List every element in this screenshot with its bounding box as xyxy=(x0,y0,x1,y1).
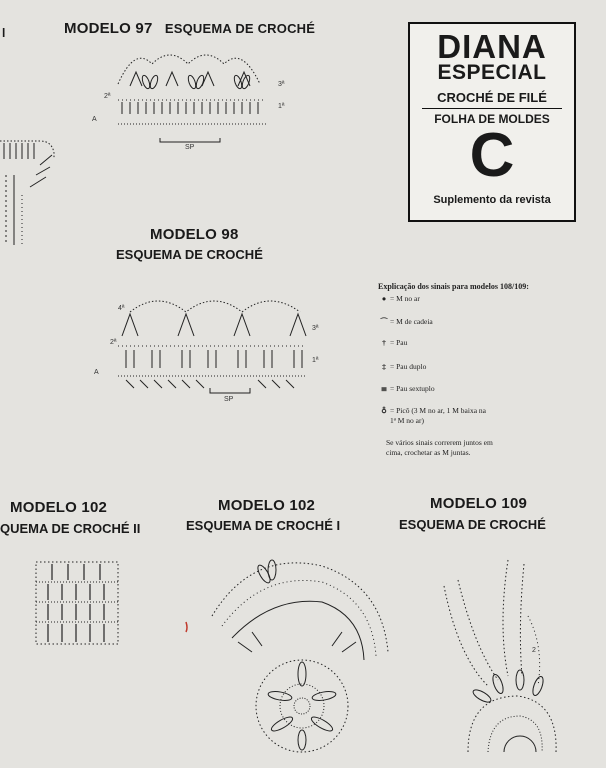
brand-box xyxy=(408,22,576,222)
modelo-102-i-subtitle: ESQUEMA DE CROCHÉ I xyxy=(186,518,341,533)
modelo-109-title: MODELO 109 xyxy=(430,495,528,512)
legend-title: Explicação dos sinais para modelos 108/109: xyxy=(378,282,529,291)
brand-supplement: Suplemento da revista xyxy=(433,194,551,206)
chain-arc-icon: ⌒ xyxy=(380,317,388,326)
modelo-98-row-4: 4ª xyxy=(118,305,125,312)
brand-category: CROCHÉ DE FILÉ xyxy=(437,90,547,105)
modelo-102-ii-subtitle: QUEMA DE CROCHÉ II xyxy=(0,521,141,536)
modelo-102-i-diagram xyxy=(192,556,392,766)
modelo-97-row-2: 2ª xyxy=(104,93,111,100)
modelo-98-row-1: 1ª xyxy=(312,357,319,364)
modelo-109-diagram xyxy=(428,556,568,766)
modelo-102-ii-stitches xyxy=(48,564,104,642)
legend-item-picot-cont: 1ª M no ar) xyxy=(390,416,424,425)
modelo-109-row-marker: 2 xyxy=(532,647,536,654)
modelo-98-start-a: A xyxy=(94,369,99,376)
brand-title: DIANA xyxy=(437,28,547,65)
modelo-97-diagram xyxy=(90,42,290,151)
chain-stitch-icon: ● xyxy=(381,294,387,303)
left-partial-diagram xyxy=(0,135,60,255)
modelo-98-stitches xyxy=(126,350,302,388)
legend-note-line1: Se vários sinais correrem juntos em xyxy=(386,438,493,447)
modelo-98-row-2: 2ª xyxy=(110,339,117,346)
modelo-98-title: MODELO 98 xyxy=(150,226,239,243)
brand-divider xyxy=(422,108,562,109)
modelo-98-diagram xyxy=(90,288,320,408)
modelo-97-start-a: A xyxy=(92,116,97,123)
modelo-98-row-3: 3ª xyxy=(312,325,319,332)
legend-item-sextuple: ≣ = Pau sextuplo xyxy=(378,384,435,393)
modelo-109-subtitle: ESQUEMA DE CROCHÉ xyxy=(399,517,546,532)
red-mark xyxy=(186,622,187,632)
modelo-97-subtitle: ESQUEMA DE CROCHÉ xyxy=(164,21,316,36)
double-treble-icon: ‡ xyxy=(382,362,386,371)
legend-note-line2: cima, crochetar as M juntas. xyxy=(386,448,471,457)
legend-item-picot: ♁ = Picô (3 M no ar, 1 M baixa na xyxy=(378,406,486,415)
modelo-98-sp: SP xyxy=(224,396,234,403)
modelo-97-title: MODELO 97 xyxy=(64,20,153,37)
modelo-97-sp: SP xyxy=(185,144,195,151)
brand-subtitle: ESPECIAL xyxy=(437,61,547,84)
modelo-97-heading xyxy=(64,20,315,37)
treble-stitch-icon: † xyxy=(382,338,386,347)
picot-icon: ♁ xyxy=(381,406,387,415)
symbol-legend xyxy=(378,282,578,472)
legend-item-chain: ● = M no ar xyxy=(378,294,420,303)
brand-sheet-label: FOLHA DE MOLDES xyxy=(434,112,550,126)
corner-mark: l xyxy=(2,26,6,40)
legend-item-treble: † = Pau xyxy=(378,338,407,347)
modelo-102-i-title: MODELO 102 xyxy=(218,497,316,514)
modelo-97-row-1: 1ª xyxy=(278,103,285,110)
legend-item-double-treble: ‡ = Pau duplo xyxy=(378,362,426,371)
legend-item-chain-space: ⌒ = M de cadeia xyxy=(378,316,433,327)
modelo-102-ii-diagram xyxy=(28,558,128,648)
modelo-98-subtitle: ESQUEMA DE CROCHÉ xyxy=(116,247,263,262)
modelo-97-stitches xyxy=(122,102,258,114)
modelo-102-ii-title: MODELO 102 xyxy=(10,499,108,516)
brand-letter: C xyxy=(469,121,515,190)
modelo-97-row-3: 3ª xyxy=(278,81,285,88)
sextuple-treble-icon: ≣ xyxy=(380,384,388,393)
